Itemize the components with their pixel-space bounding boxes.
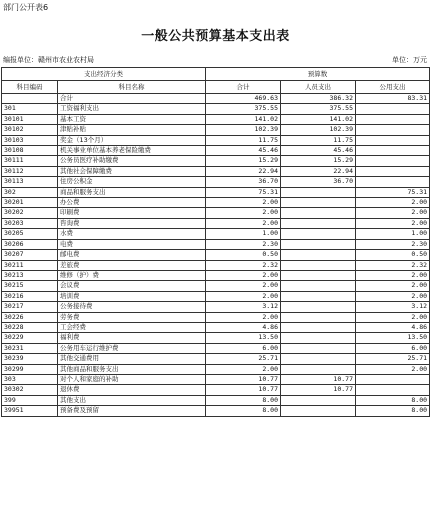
- cell-personnel: 45.46: [281, 146, 356, 156]
- cell-personnel: 22.94: [281, 166, 356, 176]
- cell-personnel: [281, 302, 356, 312]
- cell-public: 3.12: [356, 302, 430, 312]
- cell-personnel: [281, 270, 356, 280]
- cell-total: 2.00: [206, 312, 281, 322]
- cell-public: 2.00: [356, 312, 430, 322]
- cell-personnel: 141.02: [281, 114, 356, 124]
- cell-total: 6.00: [206, 343, 281, 353]
- cell-personnel: [281, 218, 356, 228]
- cell-name: 劳务费: [58, 312, 206, 322]
- cell-total: 469.63: [206, 94, 281, 104]
- cell-personnel: [281, 187, 356, 197]
- cell-code: 30302: [2, 385, 58, 395]
- cell-name: 公务员医疗补助缴费: [58, 156, 206, 166]
- table-group-header: [2, 68, 430, 81]
- cell-code: 30228: [2, 322, 58, 332]
- cell-name: 会议费: [58, 281, 206, 291]
- table-row: [2, 125, 430, 135]
- cell-personnel: [281, 406, 356, 416]
- cell-public: 2.32: [356, 260, 430, 270]
- cell-public: 75.31: [356, 187, 430, 197]
- cell-public: 2.00: [356, 208, 430, 218]
- cell-total: 1.00: [206, 229, 281, 239]
- cell-code: 30101: [2, 114, 58, 124]
- cell-public: 2.00: [356, 270, 430, 280]
- cell-total: 2.30: [206, 239, 281, 249]
- cell-public: 2.00: [356, 364, 430, 374]
- table-row: [2, 395, 430, 405]
- table-row: [2, 281, 430, 291]
- table-row: [2, 104, 430, 114]
- group-header-left: 支出经济分类: [2, 68, 206, 81]
- cell-name: 机关事业单位基本养老保险缴费: [58, 146, 206, 156]
- cell-public: 2.30: [356, 239, 430, 249]
- cell-name: 其他支出: [58, 395, 206, 405]
- cell-name: 其他交通费用: [58, 354, 206, 364]
- cell-total: 2.00: [206, 198, 281, 208]
- table-row: [2, 312, 430, 322]
- cell-name: 办公费: [58, 198, 206, 208]
- cell-code: 30103: [2, 135, 58, 145]
- cell-personnel: [281, 364, 356, 374]
- cell-name: 公务接待费: [58, 302, 206, 312]
- cell-name: 奖金（13个月）: [58, 135, 206, 145]
- cell-code: 30213: [2, 270, 58, 280]
- cell-total: 2.00: [206, 364, 281, 374]
- cell-public: 6.00: [356, 343, 430, 353]
- cell-personnel: 10.77: [281, 385, 356, 395]
- cell-total: 4.86: [206, 322, 281, 332]
- cell-code: 30215: [2, 281, 58, 291]
- table-row: [2, 187, 430, 197]
- cell-code: 30217: [2, 302, 58, 312]
- table-row: [2, 260, 430, 270]
- col-header-personnel: 人员支出: [281, 81, 356, 94]
- cell-code: 30207: [2, 250, 58, 260]
- table-body: [2, 94, 430, 417]
- cell-code: 30102: [2, 125, 58, 135]
- table-row: [2, 239, 430, 249]
- cell-personnel: 36.70: [281, 177, 356, 187]
- document-tag: 部门公开表6: [3, 3, 49, 12]
- cell-name: 工会经费: [58, 322, 206, 332]
- cell-code: 302: [2, 187, 58, 197]
- cell-public: [356, 156, 430, 166]
- cell-name: 基本工资: [58, 114, 206, 124]
- cell-name: 水费: [58, 229, 206, 239]
- cell-public: 8.00: [356, 395, 430, 405]
- cell-public: 1.00: [356, 229, 430, 239]
- cell-code: 30203: [2, 218, 58, 228]
- cell-total: 15.29: [206, 156, 281, 166]
- cell-personnel: [281, 354, 356, 364]
- cell-name: 印刷费: [58, 208, 206, 218]
- cell-public: 83.31: [356, 94, 430, 104]
- cell-code: 303: [2, 374, 58, 384]
- cell-public: 2.00: [356, 218, 430, 228]
- cell-total: 2.00: [206, 291, 281, 301]
- table-column-header: [2, 81, 430, 94]
- table-row: [2, 364, 430, 374]
- reporting-unit: 编报单位：赣州市农业农村局: [3, 56, 94, 64]
- cell-code: 30231: [2, 343, 58, 353]
- cell-code: 30205: [2, 229, 58, 239]
- cell-name: 合计: [58, 94, 206, 104]
- cell-name: 其他社会保障缴费: [58, 166, 206, 176]
- cell-personnel: 375.55: [281, 104, 356, 114]
- cell-name: 商品和服务支出: [58, 187, 206, 197]
- cell-personnel: [281, 291, 356, 301]
- cell-total: 141.02: [206, 114, 281, 124]
- cell-personnel: 386.32: [281, 94, 356, 104]
- cell-total: 8.00: [206, 395, 281, 405]
- cell-name: 住房公积金: [58, 177, 206, 187]
- cell-code: 30202: [2, 208, 58, 218]
- cell-code: 30113: [2, 177, 58, 187]
- cell-total: 22.94: [206, 166, 281, 176]
- cell-public: [356, 166, 430, 176]
- budget-table: [1, 67, 430, 417]
- cell-personnel: [281, 322, 356, 332]
- table-row: [2, 322, 430, 332]
- cell-code: 30229: [2, 333, 58, 343]
- cell-total: 8.00: [206, 406, 281, 416]
- cell-name: 邮电费: [58, 250, 206, 260]
- table-row: [2, 177, 430, 187]
- table-row: [2, 114, 430, 124]
- table-row: [2, 302, 430, 312]
- table-row: [2, 229, 430, 239]
- cell-code: 30108: [2, 146, 58, 156]
- cell-total: 75.31: [206, 187, 281, 197]
- cell-personnel: 15.29: [281, 156, 356, 166]
- cell-personnel: [281, 312, 356, 322]
- col-header-total: 合计: [206, 81, 281, 94]
- cell-public: [356, 146, 430, 156]
- cell-public: 2.00: [356, 281, 430, 291]
- cell-code: 30211: [2, 260, 58, 270]
- cell-public: 8.00: [356, 406, 430, 416]
- cell-code: 30299: [2, 364, 58, 374]
- cell-public: 25.71: [356, 354, 430, 364]
- cell-personnel: 11.75: [281, 135, 356, 145]
- table-row: [2, 218, 430, 228]
- table-row: [2, 94, 430, 104]
- cell-total: 10.77: [206, 385, 281, 395]
- cell-public: [356, 177, 430, 187]
- cell-name: 公务用车运行维护费: [58, 343, 206, 353]
- table-row: [2, 250, 430, 260]
- cell-code: 30226: [2, 312, 58, 322]
- cell-public: [356, 125, 430, 135]
- table-row: [2, 146, 430, 156]
- cell-personnel: [281, 250, 356, 260]
- cell-total: 25.71: [206, 354, 281, 364]
- cell-name: 维修（护）费: [58, 270, 206, 280]
- cell-public: 2.00: [356, 291, 430, 301]
- cell-personnel: [281, 198, 356, 208]
- cell-personnel: 10.77: [281, 374, 356, 384]
- table-row: [2, 385, 430, 395]
- cell-personnel: [281, 260, 356, 270]
- cell-total: 2.32: [206, 260, 281, 270]
- cell-code: 30239: [2, 354, 58, 364]
- col-header-public: 公用支出: [356, 81, 430, 94]
- cell-code: 301: [2, 104, 58, 114]
- cell-total: 3.12: [206, 302, 281, 312]
- table-row: [2, 333, 430, 343]
- cell-code: 30201: [2, 198, 58, 208]
- cell-total: 36.70: [206, 177, 281, 187]
- cell-code: 30111: [2, 156, 58, 166]
- cell-public: 0.50: [356, 250, 430, 260]
- cell-personnel: [281, 343, 356, 353]
- cell-name: 培训费: [58, 291, 206, 301]
- cell-name: 工资福利支出: [58, 104, 206, 114]
- table-row: [2, 208, 430, 218]
- cell-personnel: [281, 281, 356, 291]
- cell-total: 11.75: [206, 135, 281, 145]
- cell-total: 10.77: [206, 374, 281, 384]
- cell-name: 对个人和家庭的补助: [58, 374, 206, 384]
- cell-code: [2, 94, 58, 104]
- cell-name: 津贴补贴: [58, 125, 206, 135]
- table-row: [2, 156, 430, 166]
- cell-public: [356, 104, 430, 114]
- cell-personnel: 102.39: [281, 125, 356, 135]
- cell-name: 电费: [58, 239, 206, 249]
- table-row: [2, 291, 430, 301]
- cell-code: 39951: [2, 406, 58, 416]
- table-row: [2, 406, 430, 416]
- cell-public: 13.50: [356, 333, 430, 343]
- cell-total: 2.00: [206, 218, 281, 228]
- col-header-code: 科目编码: [2, 81, 58, 94]
- cell-public: [356, 374, 430, 384]
- cell-name: 差旅费: [58, 260, 206, 270]
- table-row: [2, 343, 430, 353]
- cell-name: 退休费: [58, 385, 206, 395]
- table-row: [2, 166, 430, 176]
- table-row: [2, 270, 430, 280]
- cell-name: 其他商品和服务支出: [58, 364, 206, 374]
- table-row: [2, 354, 430, 364]
- cell-total: 0.50: [206, 250, 281, 260]
- currency-unit: 单位：万元: [392, 56, 427, 64]
- table-row: [2, 198, 430, 208]
- cell-total: 2.00: [206, 270, 281, 280]
- col-header-name: 科目名称: [58, 81, 206, 94]
- cell-personnel: [281, 208, 356, 218]
- cell-personnel: [281, 333, 356, 343]
- cell-code: 30112: [2, 166, 58, 176]
- cell-total: 375.55: [206, 104, 281, 114]
- cell-public: [356, 385, 430, 395]
- cell-total: 102.39: [206, 125, 281, 135]
- cell-personnel: [281, 395, 356, 405]
- cell-total: 45.46: [206, 146, 281, 156]
- cell-personnel: [281, 229, 356, 239]
- cell-code: 399: [2, 395, 58, 405]
- cell-public: 4.86: [356, 322, 430, 332]
- table-row: [2, 374, 430, 384]
- cell-code: 30216: [2, 291, 58, 301]
- cell-public: [356, 135, 430, 145]
- group-header-right: 预算数: [206, 68, 430, 81]
- cell-total: 2.00: [206, 281, 281, 291]
- cell-name: 福利费: [58, 333, 206, 343]
- cell-total: 2.00: [206, 208, 281, 218]
- cell-name: 咨询费: [58, 218, 206, 228]
- cell-total: 13.50: [206, 333, 281, 343]
- table-row: [2, 135, 430, 145]
- cell-public: [356, 114, 430, 124]
- cell-personnel: [281, 239, 356, 249]
- page-title: 一般公共预算基本支出表: [141, 29, 290, 44]
- cell-code: 30206: [2, 239, 58, 249]
- cell-name: 预备费及预留: [58, 406, 206, 416]
- cell-public: 2.00: [356, 198, 430, 208]
